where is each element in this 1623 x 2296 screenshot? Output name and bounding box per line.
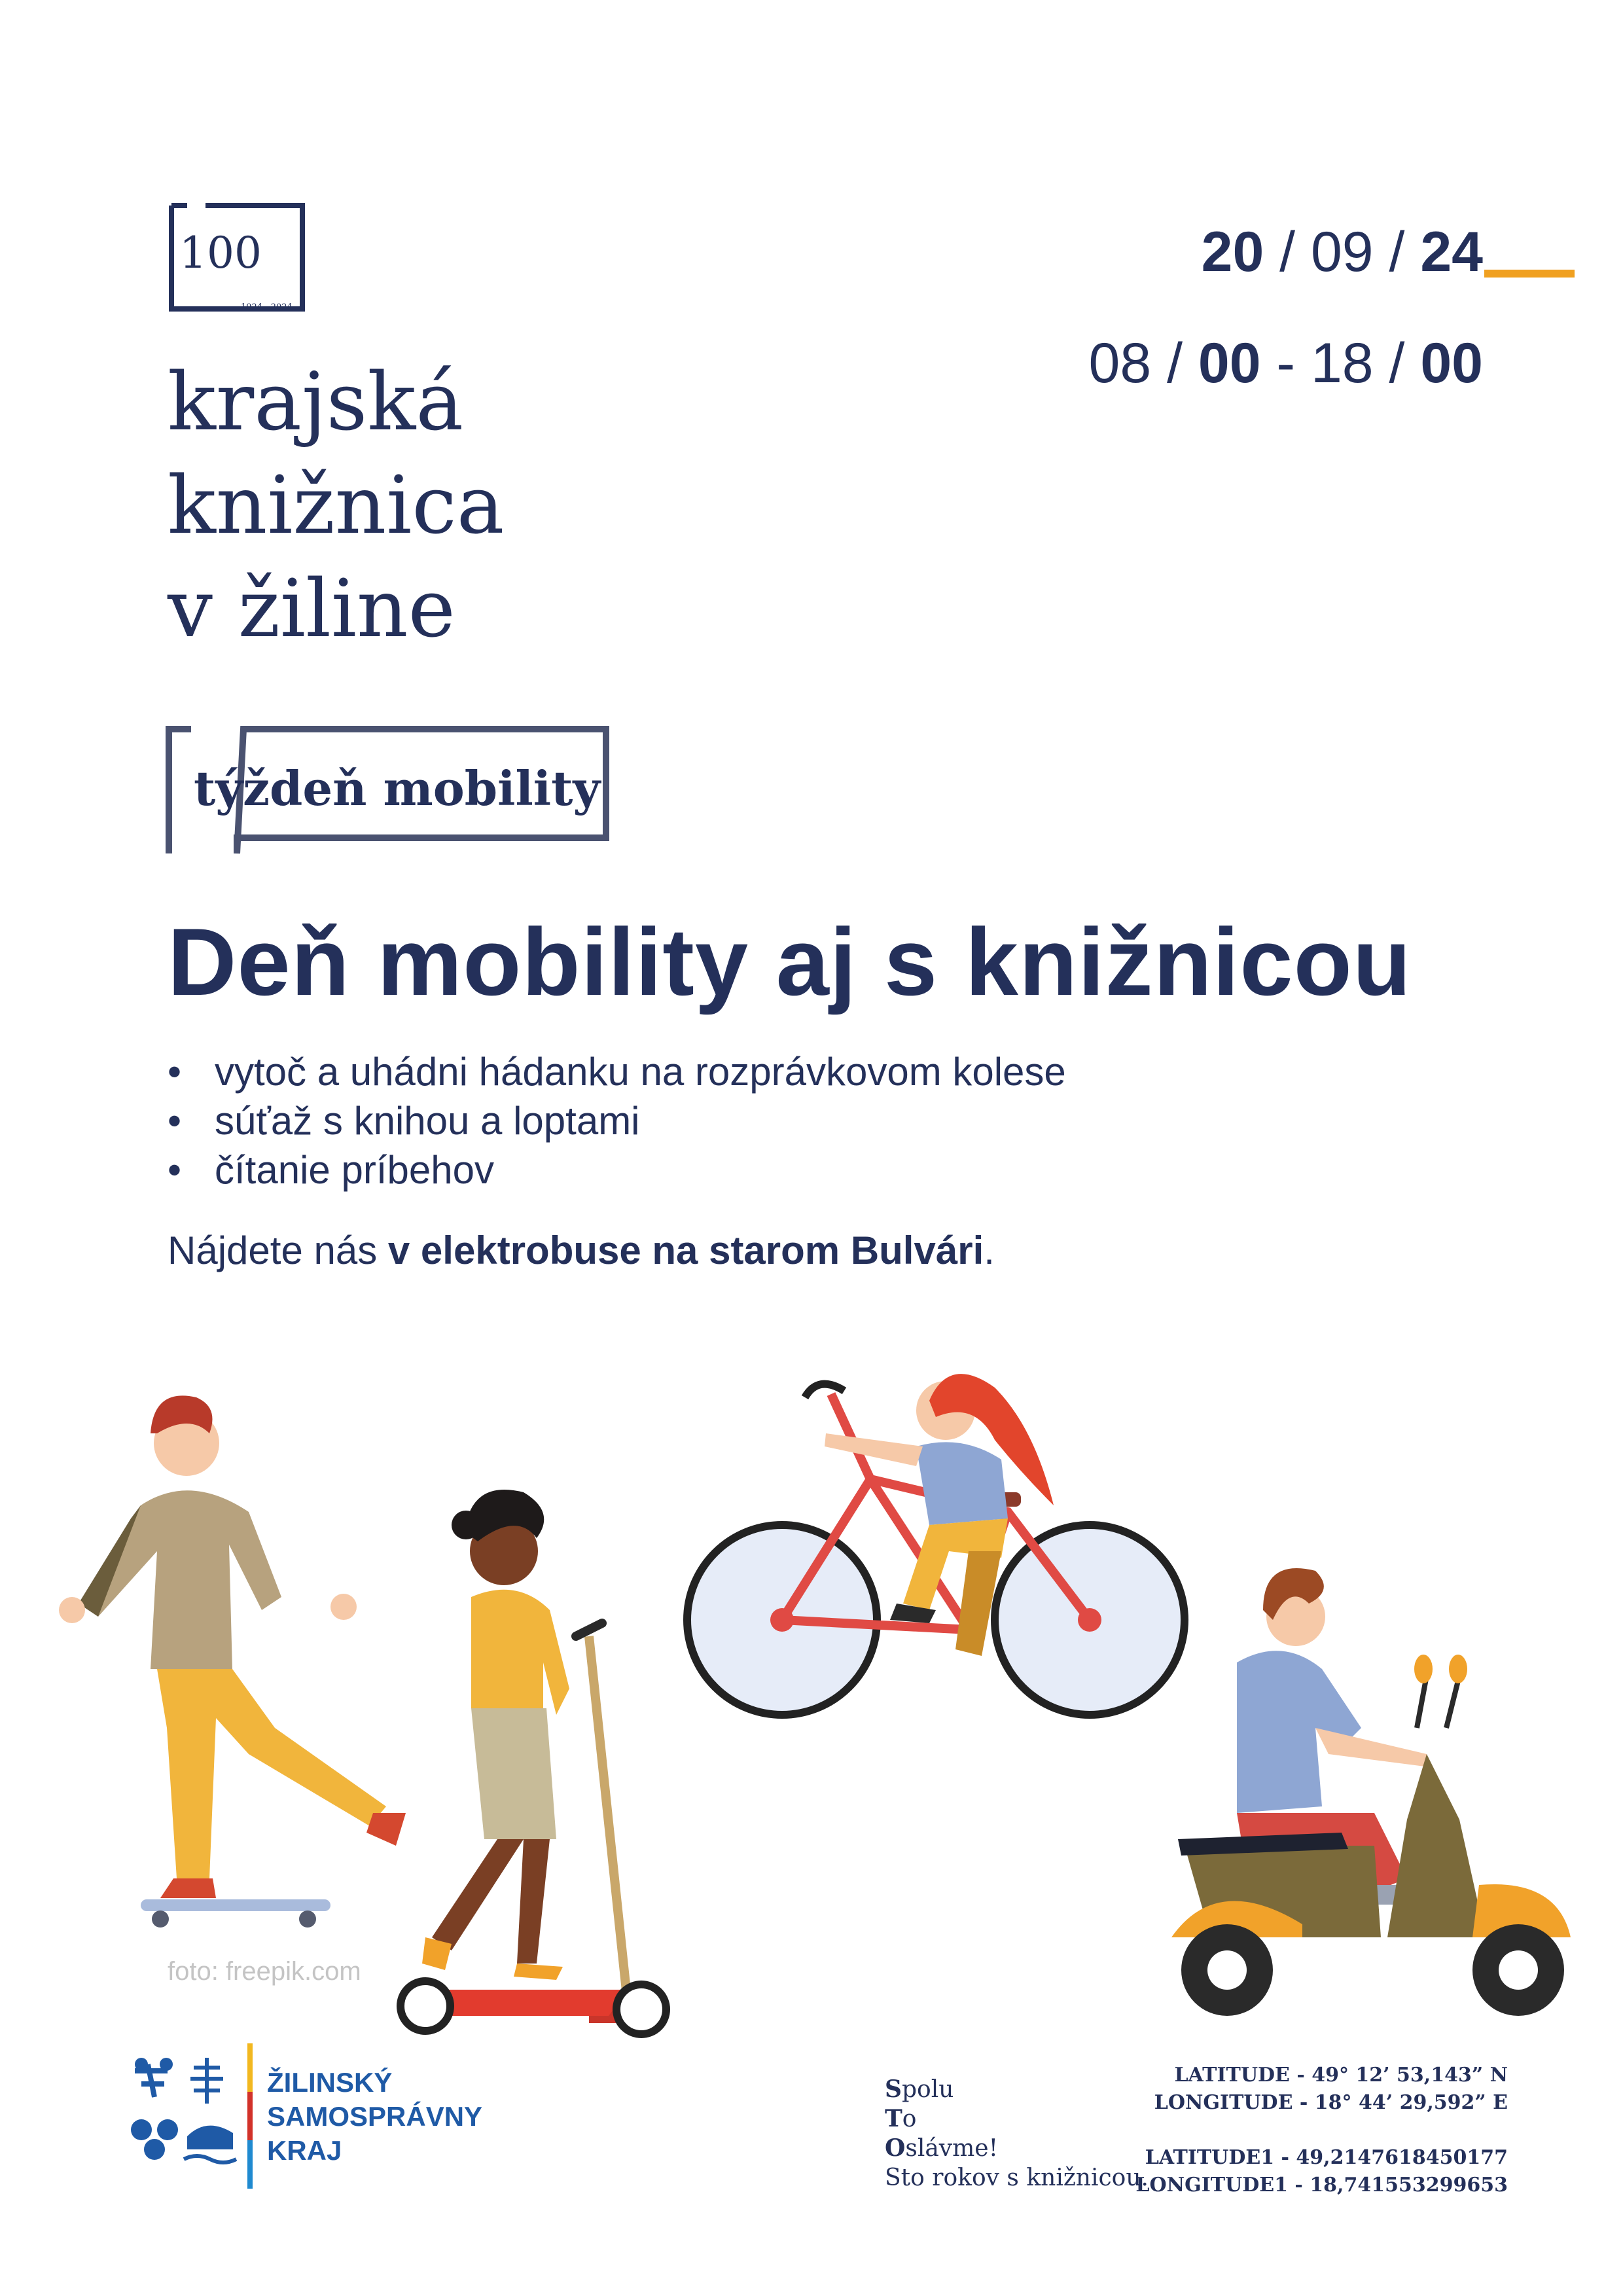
time-start-min: 00: [1198, 332, 1261, 395]
logo-number: 100: [179, 228, 262, 278]
date-day: 20: [1201, 221, 1264, 283]
library-name-line: krajská: [168, 355, 464, 448]
date-year: 24: [1420, 221, 1483, 283]
slogan-line: Sto rokov s knižnicou.: [885, 2164, 1149, 2191]
location-suffix: .: [984, 1229, 995, 1272]
date-separator: /: [1264, 221, 1311, 283]
photo-credit: foto: freepik.com: [168, 1957, 361, 1986]
people-mobility-illustration-icon: [0, 1361, 1623, 2042]
list-item: [168, 1096, 1066, 1145]
time-end-min: 00: [1420, 332, 1483, 395]
kick-scooter-figure: [401, 1490, 666, 2034]
time-separator: /: [1373, 332, 1421, 395]
region-name-line: KRAJ: [267, 2135, 342, 2166]
region-name-line: SAMOSPRÁVNY: [267, 2101, 483, 2132]
logo-years: 1924 - 2024: [241, 302, 293, 312]
slogan-line: [885, 2075, 1149, 2104]
centenary-slogan: [885, 2075, 1149, 2193]
list-item-text: čítanie príbehov: [215, 1148, 494, 1192]
library-name-line: knižnica: [168, 459, 505, 552]
time-end-hour: 18: [1310, 332, 1374, 395]
latitude-decimal: LATITUDE1 - 49,2147618450177: [1145, 2146, 1508, 2169]
list-item-text: vytoč a uhádni hádanku na rozprávkovom kolese: [215, 1050, 1066, 1094]
location-place: v elektrobuse na starom Bulvári: [387, 1229, 984, 1272]
coordinates-spacer: [1135, 2117, 1508, 2144]
date-separator: /: [1373, 221, 1421, 283]
mobility-week-badge: [165, 725, 610, 857]
event-headline: Deň mobility aj s knižnicou: [168, 908, 1412, 1015]
list-item-text: súťaž s knihou a loptami: [215, 1099, 640, 1143]
bullet-icon: •: [168, 1099, 182, 1143]
bullet-icon: •: [168, 1148, 182, 1192]
slogan-initial: O: [885, 2134, 906, 2162]
activity-list: [168, 1047, 1066, 1194]
cyclist-figure: [687, 1374, 1185, 1715]
time-dash: -: [1260, 332, 1311, 395]
library-name-line: v žiline: [168, 562, 455, 655]
bullet-icon: •: [168, 1050, 182, 1094]
region-name: [267, 2066, 482, 2168]
slogan-line: [885, 2134, 1149, 2163]
list-item: [168, 1145, 1066, 1194]
library-centenary-logo: [168, 202, 306, 313]
skateboarder-figure: [59, 1395, 406, 1928]
mobility-illustration: [0, 1361, 1623, 2042]
longitude-dms: LONGITUDE - 18° 44’ 29,592” E: [1154, 2091, 1508, 2114]
region-coat-of-arms-icon: [128, 2038, 259, 2193]
event-date: [1089, 196, 1484, 308]
location-prefix: Nájdete nás: [168, 1229, 388, 1272]
slogan-initial: T: [885, 2105, 902, 2132]
region-logo: [128, 2038, 483, 2193]
list-item: [168, 1047, 1066, 1096]
region-name-line: ŽILINSKÝ: [267, 2067, 393, 2098]
location-text: [168, 1228, 995, 1273]
latitude-dms: LATITUDE - 49° 12’ 53,143” N: [1174, 2064, 1508, 2087]
slogan-line: [885, 2104, 1149, 2134]
date-month: 09: [1310, 221, 1374, 283]
time-separator: /: [1151, 332, 1198, 395]
mobility-week-label: týždeň mobility: [194, 761, 601, 816]
location-coordinates: [1135, 2062, 1508, 2199]
library-name: [168, 350, 504, 660]
longitude-decimal: LONGITUDE1 - 18,741553299653: [1135, 2174, 1508, 2197]
date-accent-bar: [1484, 270, 1575, 278]
slogan-rest: o: [902, 2106, 917, 2132]
slogan-rest: polu: [902, 2076, 954, 2103]
event-time: [1089, 308, 1484, 419]
slogan-initial: S: [885, 2075, 902, 2103]
time-start-hour: 08: [1088, 332, 1152, 395]
moped-rider-figure: [1171, 1568, 1571, 2016]
event-datetime: [1089, 196, 1484, 419]
slogan-rest: slávme!: [905, 2135, 999, 2162]
